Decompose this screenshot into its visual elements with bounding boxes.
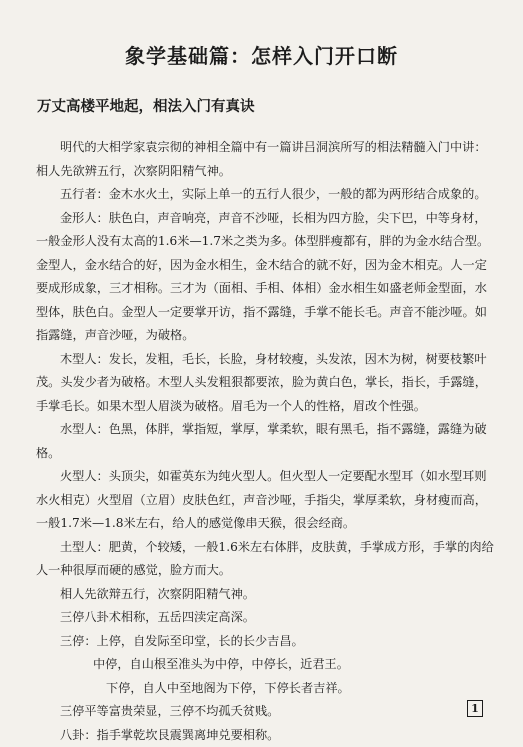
verse-line-1: 相人先欲辩五行，次察阴阳精气神。 bbox=[36, 583, 496, 607]
three-zones-summary: 三停平等富贵荣显，三停不均孤夭贫贱。 bbox=[36, 700, 496, 724]
three-zones-middle: 中停，自山根至准头为中停，中停长，近君王。 bbox=[36, 653, 496, 677]
three-zones-upper: 三停：上停，自发际至印堂，长的长少吉昌。 bbox=[36, 630, 496, 654]
paragraph-water-type: 水型人：色黑，体胖，掌指短，掌厚，掌柔软，眼有黑毛，指不露缝，露缝为破格。 bbox=[36, 418, 496, 465]
page-number: 1 bbox=[467, 700, 483, 717]
body-text bbox=[36, 136, 496, 747]
section-subtitle: 万丈高楼平地起，相法入门有真诀 bbox=[37, 95, 255, 116]
paragraph-wood-type: 木型人：发长，发粗，毛长，长脸，身材较瘦，头发浓，因木为树，树要枝繁叶茂。头发少者为破格。木型人头发粗狠都要浓，脸为黄白色，掌长，指长，手露缝，手掌毛长。如果木型人眉淡为破格。眉毛为一个人的性格，眉改个性强。 bbox=[36, 348, 496, 419]
verse-line-2: 三停八卦术相称，五岳四渎定高深。 bbox=[36, 606, 496, 630]
paragraph-five-elements: 五行者：金木水火土，实际上单一的五行人很少，一般的都为两形结合成象的。 bbox=[36, 183, 496, 207]
eight-trigrams-line: 八卦：指手掌乾坎艮震巽离坤兑要相称。 bbox=[36, 724, 496, 747]
page-title: 象学基础篇：怎样入门开口断 bbox=[0, 40, 523, 69]
paragraph-earth-type: 土型人：肥黄，个较矮，一般1.6米左右体胖，皮肤黄，手掌成方形，手掌的肉给人一种很厚而硬的感觉，脸方而大。 bbox=[36, 536, 496, 583]
paragraph-fire-type: 火型人：头顶尖，如霍英东为纯火型人。但火型人一定要配水型耳（如水型耳则水火相克）火型眉（立眉）皮肤色红，声音沙哑，手指尖，掌厚柔软，身材瘦而高，一般1.7米—1.8米左右，给人的感觉像串天猴，很会经商。 bbox=[36, 465, 496, 536]
paragraph-intro: 明代的大相学家袁宗彻的神相全篇中有一篇讲吕洞滨所写的相法精髓入门中讲：相人先欲辨五行，次察阴阳精气神。 bbox=[36, 136, 496, 183]
three-zones-lower: 下停，自人中至地阁为下停，下停长者吉祥。 bbox=[36, 677, 496, 701]
paragraph-metal-type: 金形人：肤色白，声音响亮，声音不沙哑，长相为四方脸，尖下巴，中等身材，一般金形人没有太高的1.6米—1.7米之类为多。体型胖瘦都有，胖的为金水结合型。金型人，金水结合的好，因为金水相生，金木结合的就不好，因为金木相克。人一定要成形成象，三才相称。三才为（面相、手相、体相）金水相生如盛老师金型面，水型体，肤色白。金型人一定要掌开访，指不露缝，手掌不能长毛。声音不能沙哑。如指露缝，声音沙哑，为破格。 bbox=[36, 207, 496, 348]
